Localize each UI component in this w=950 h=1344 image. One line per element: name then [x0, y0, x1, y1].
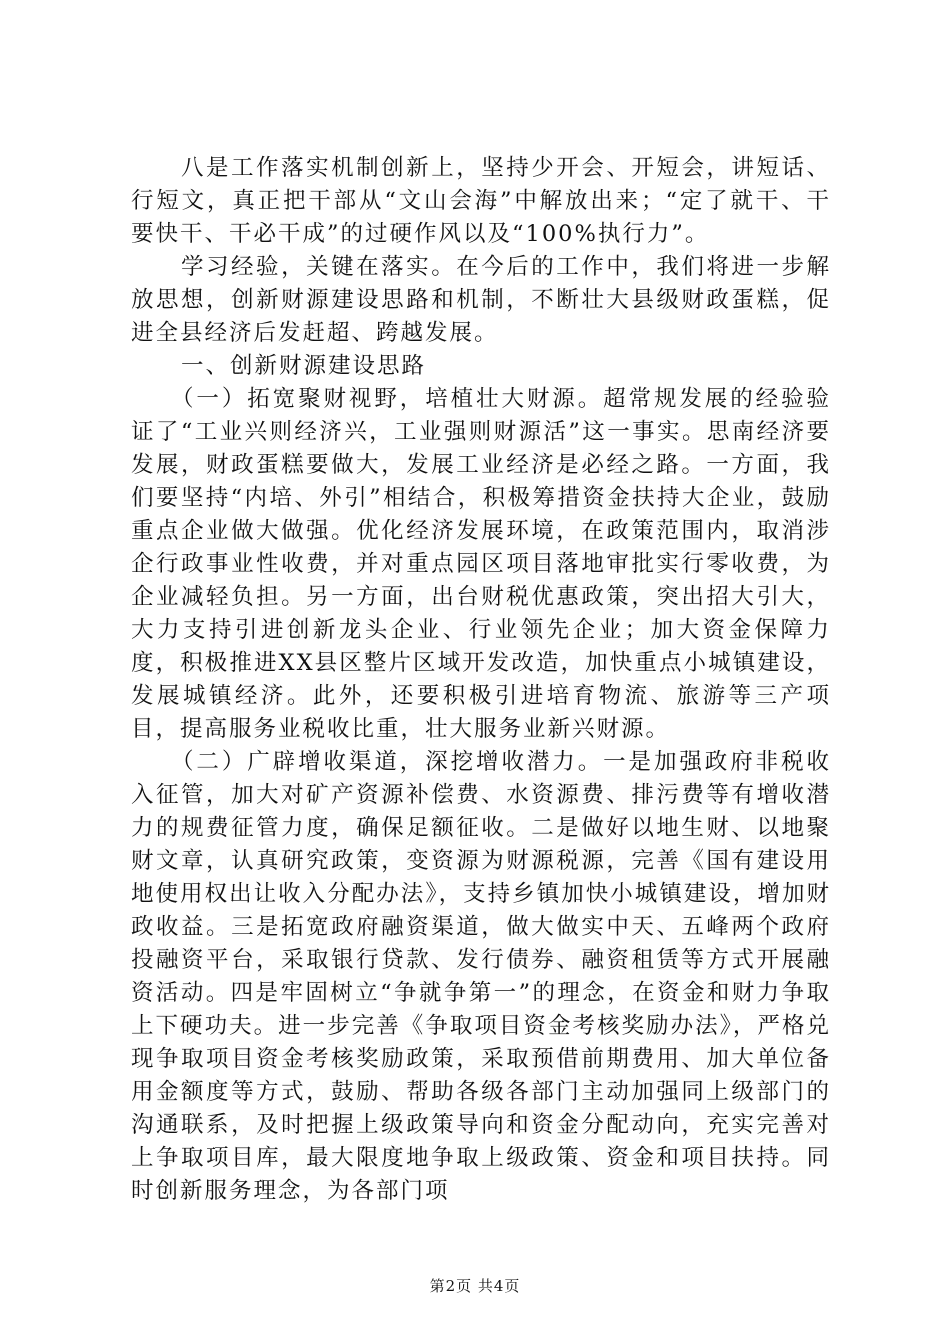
paragraph-learning-experience: 学习经验，关键在落实。在今后的工作中，我们将进一步解放思想，创新财源建设思路和机制，不断壮大县级财政蛋糕，促进全县经济后发赶超、跨越发展。 [131, 254, 831, 346]
document-body [131, 152, 831, 1208]
paragraph-work-mechanism: 八是工作落实机制创新上，坚持少开会、开短会，讲短话、行短文，真正把干部从“文山会海”中解放出来；“定了就干、干要快干、干必干成”的过硬作风以及“100%执行力”。 [131, 155, 831, 247]
section-heading-revenue-ideas: 一、创新财源建设思路 [181, 353, 427, 379]
paragraph-increase-income: （二）广辟增收渠道，深挖增收潜力。一是加强政府非税收入征管，加大对矿产资源补偿费、水资源费、排污费等有增收潜力的规费征管力度，确保足额征收。二是做好以地生财、以地聚财文章，认真研究政策，变资源为财源税源，完善《国有建设用地使用权出让收入分配办法》，支持乡镇加快小城镇建设，增加财政收益。三是拓宽政府融资渠道，做大做实中天、五峰两个政府投融资平台，采取银行贷款、发行债券、融资租赁等方式开展融资活动。四是牢固树立“争就争第一”的理念，在资金和财力争取上下硬功夫。进一步完善《争取项目资金考核奖励办法》，严格兑现争取项目资金考核奖励政策，采取预借前期费用、加大单位备用金额度等方式，鼓励、帮助各级各部门主动加强同上级部门的沟通联系，及时把握上级政策导向和资金分配动向，充实完善对上争取项目库，最大限度地争取上级政策、资金和项目扶持。同时创新服务理念，为各部门项 [131, 749, 831, 1204]
paragraph-expand-revenue: （一）拓宽聚财视野，培植壮大财源。超常规发展的经验验证了“工业兴则经济兴，工业强则财源活”这一事实。思南经济要发展，财政蛋糕要做大，发展工业经济是必经之路。一方面，我们要坚持“内培、外引”相结合，积极筹措资金扶持大企业，鼓励重点企业做大做强。优化经济发展环境，在政策范围内，取消涉企行政事业性收费，并对重点园区项目落地审批实行零收费，为企业减轻负担。另一方面，出台财税优惠政策，突出招大引大，大力支持引进创新龙头企业、行业领先企业；加大资金保障力度，积极推进XX县区整片区域开发改造，加快重点小城镇建设，发展城镇经济。此外，还要积极引进培育物流、旅游等三产项目，提高服务业税收比重，壮大服务业新兴财源。 [131, 386, 831, 742]
page-number-footer: 第2页 共4页 [429, 1277, 521, 1295]
